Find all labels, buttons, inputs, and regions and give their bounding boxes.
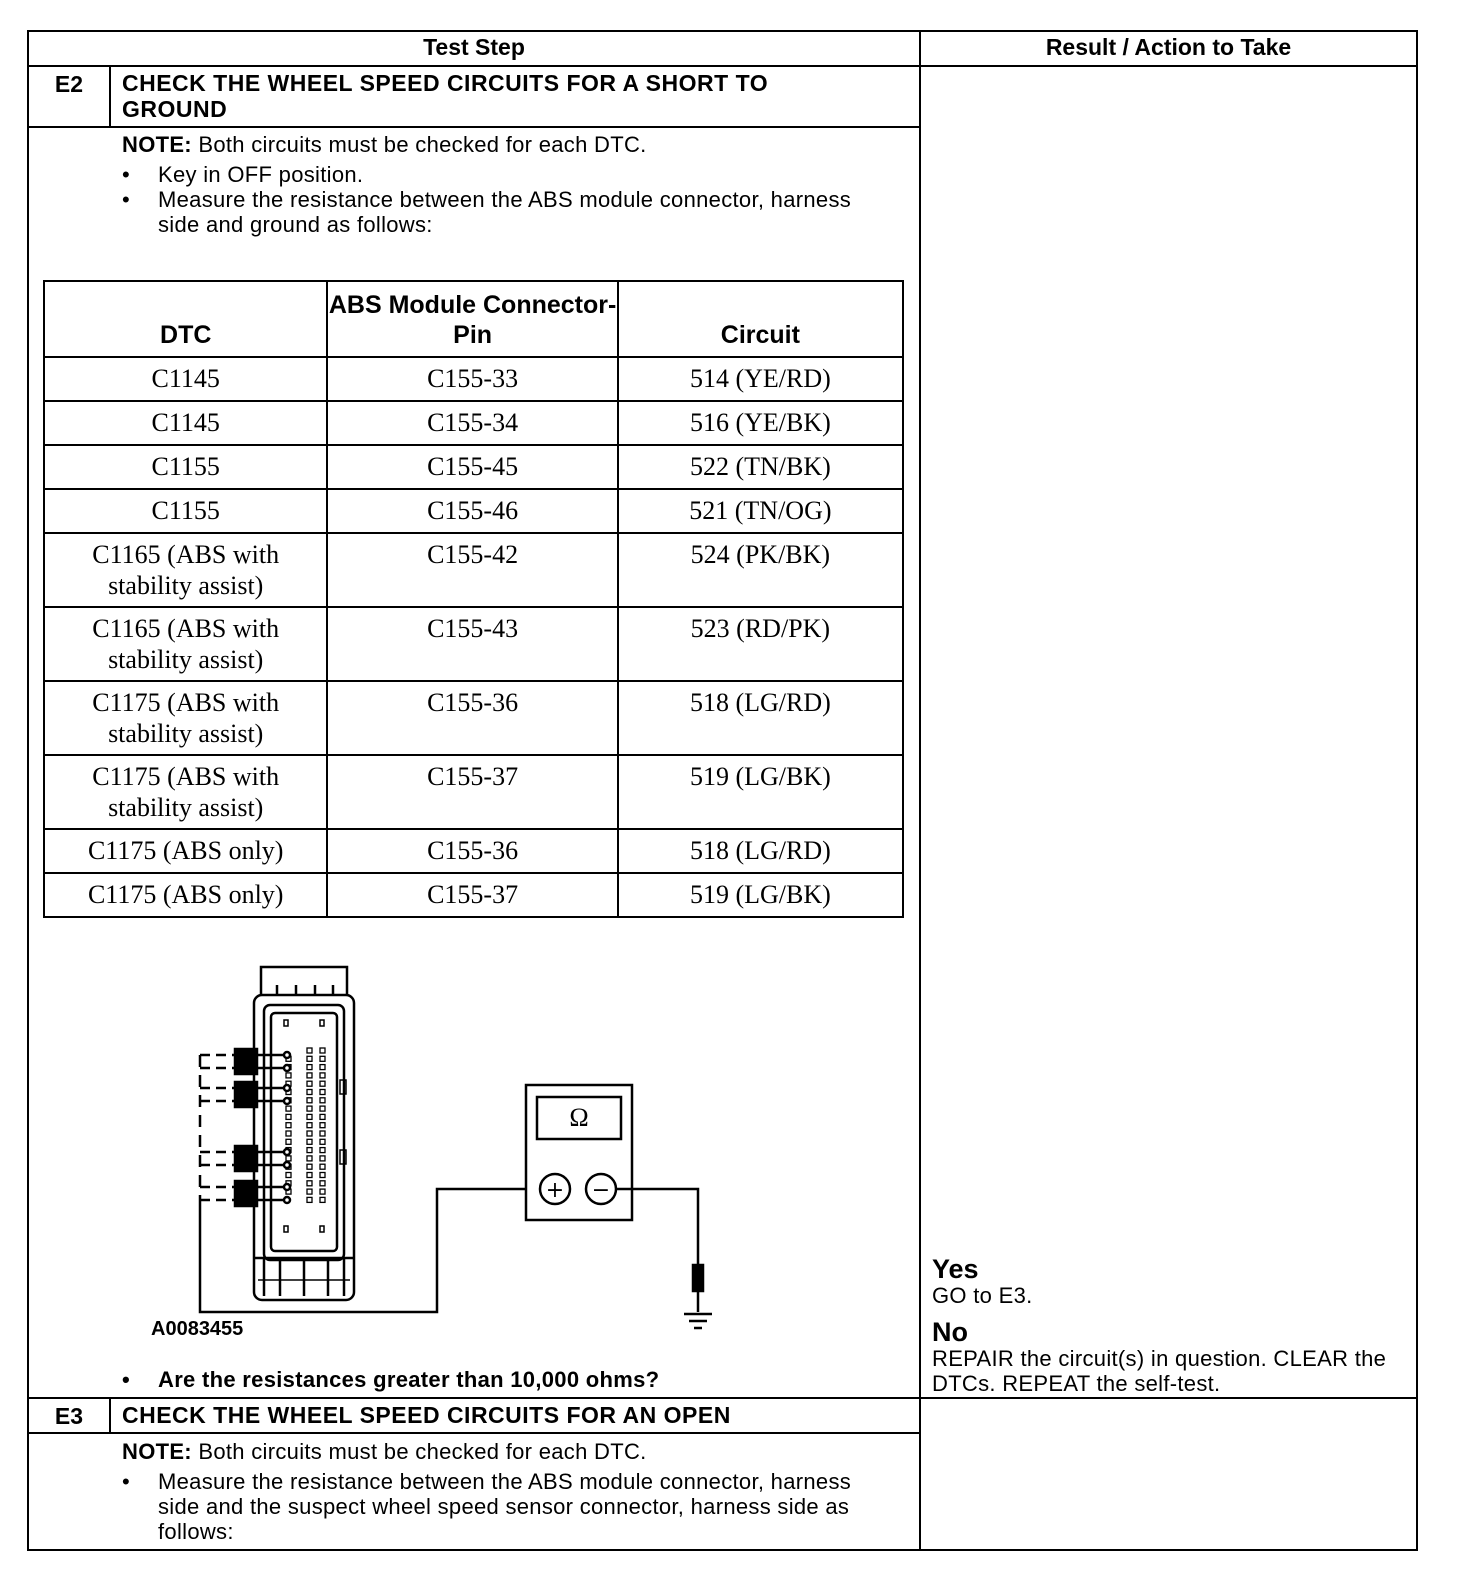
- e2-bullet-measure: [122, 187, 862, 237]
- table-cell-circuit: 519 (LG/BK): [618, 873, 903, 917]
- e2-note-label: NOTE:: [122, 132, 192, 157]
- answer-no-label: No: [932, 1317, 968, 1347]
- table-header-circuit: Circuit: [618, 281, 903, 357]
- pin-cavity: [307, 1148, 312, 1153]
- pin-cavity: [286, 1114, 291, 1119]
- pin-cavity: [320, 1131, 325, 1136]
- e3-step-title: CHECK THE WHEEL SPEED CIRCUITS FOR AN OPEN: [122, 1402, 731, 1428]
- column-divider: [919, 30, 921, 1551]
- table-header-dtc: DTC: [44, 281, 327, 357]
- pin-cavity: [320, 1048, 325, 1053]
- table-cell-connector-pin: C155-37: [327, 755, 617, 829]
- pin-cavity: [320, 1139, 325, 1144]
- pin-cavity: [320, 1114, 325, 1119]
- e2-note-text: Both circuits must be checked for each DTC.: [198, 132, 647, 157]
- table-cell-circuit: 519 (LG/BK): [618, 755, 903, 829]
- table-row: [44, 829, 903, 873]
- pin-cavity: [307, 1065, 312, 1070]
- pin-cavity: [320, 1197, 325, 1202]
- table-cell-circuit: 518 (LG/RD): [618, 829, 903, 873]
- e2-step-id: E2: [54, 71, 84, 97]
- table-row: [44, 445, 903, 489]
- table-row: [44, 489, 903, 533]
- table-header-row: [44, 281, 903, 357]
- probe-pin-tip: [284, 1098, 290, 1104]
- pin-cavity: [307, 1164, 312, 1169]
- table-cell-dtc: C1175 (ABS only): [44, 873, 327, 917]
- pin-cavity: [286, 1139, 291, 1144]
- e3-note-text: Both circuits must be checked for each DTC.: [198, 1439, 647, 1464]
- probe-pin-tip: [284, 1149, 290, 1155]
- table-row: [44, 681, 903, 755]
- pin-cavity: [307, 1173, 312, 1178]
- table-cell-circuit: 516 (YE/BK): [618, 401, 903, 445]
- meter-ohm-symbol: Ω: [569, 1103, 589, 1132]
- pin-cavity: [307, 1090, 312, 1095]
- pin-cavity: [286, 1173, 291, 1178]
- e2-question-text: Are the resistances greater than 10,000 ohms?: [158, 1367, 660, 1392]
- pin-cavity: [307, 1106, 312, 1111]
- table-cell-dtc: C1175 (ABS only): [44, 829, 327, 873]
- table-cell-circuit: 514 (YE/RD): [618, 357, 903, 401]
- table-row: [44, 607, 903, 681]
- table-cell-dtc: C1145: [44, 357, 327, 401]
- table-header-connector-pin: ABS Module Connector-Pin: [327, 281, 617, 357]
- table-row: [44, 401, 903, 445]
- table-row: [44, 755, 903, 829]
- frame-top: [27, 30, 1418, 32]
- pin-cavity: [307, 1156, 312, 1161]
- e2-step-title: CHECK THE WHEEL SPEED CIRCUITS FOR A SHORT TO GROUND: [122, 70, 769, 122]
- table-cell-circuit: 523 (RD/PK): [618, 607, 903, 681]
- step-divider: [27, 1397, 1418, 1399]
- e3-bullet-1-text: Measure the resistance between the ABS module connector, harness side and the suspect wheel speed sensor connector, harness side as follows:: [158, 1469, 852, 1544]
- e3-step-id: E3: [54, 1403, 84, 1429]
- table-cell-connector-pin: C155-45: [327, 445, 617, 489]
- pin-cavity: [320, 1056, 325, 1061]
- table-cell-connector-pin: C155-42: [327, 533, 617, 607]
- pin-cavity: [307, 1056, 312, 1061]
- answer-yes-text: GO to E3.: [932, 1283, 1033, 1308]
- e3-note: [122, 1439, 902, 1464]
- probe-pin-tip: [284, 1197, 290, 1203]
- pin-cavity: [307, 1181, 312, 1186]
- table-cell-connector-pin: C155-43: [327, 607, 617, 681]
- probe-pin-tip: [284, 1052, 290, 1058]
- header-result-action: Result / Action to Take: [1045, 34, 1292, 60]
- pin-cavity: [307, 1098, 312, 1103]
- answer-yes-label: Yes: [932, 1254, 979, 1284]
- probe-clip: [235, 1181, 257, 1206]
- table-cell-connector-pin: C155-46: [327, 489, 617, 533]
- pin-cavity: [307, 1131, 312, 1136]
- probe-leads: [200, 1049, 540, 1312]
- e2-id-divider: [109, 65, 111, 128]
- table-cell-dtc: C1145: [44, 401, 327, 445]
- table-cell-dtc: C1175 (ABS with stability assist): [44, 681, 327, 755]
- table-cell-connector-pin: C155-33: [327, 357, 617, 401]
- pin-cavity: [320, 1098, 325, 1103]
- e2-answers: [932, 1255, 1407, 1396]
- answer-no-text: REPAIR the circuit(s) in question. CLEAR the DTCs. REPEAT the self-test.: [932, 1346, 1387, 1396]
- meter-minus-terminal: −: [591, 1178, 611, 1203]
- pin-cavity: [320, 1081, 325, 1086]
- table-cell-dtc: C1155: [44, 489, 327, 533]
- pin-cavity: [307, 1081, 312, 1086]
- pin-cavity: [307, 1139, 312, 1144]
- table-cell-connector-pin: C155-34: [327, 401, 617, 445]
- table-cell-dtc: C1175 (ABS with stability assist): [44, 755, 327, 829]
- pin-cavity: [320, 1123, 325, 1128]
- pin-cavity: [307, 1197, 312, 1202]
- e3-bullet-measure: [122, 1469, 862, 1544]
- table-row: [44, 533, 903, 607]
- table-cell-dtc: C1155: [44, 445, 327, 489]
- pin-cavity: [307, 1189, 312, 1194]
- pin-cavity: [320, 1073, 325, 1078]
- wiring-figure: [140, 960, 740, 1340]
- probe-clip: [235, 1146, 257, 1171]
- header-divider: [27, 65, 1418, 67]
- table-cell-connector-pin: C155-36: [327, 681, 617, 755]
- frame-left: [27, 30, 29, 1551]
- table-cell-circuit: 521 (TN/OG): [618, 489, 903, 533]
- pin-cavity: [320, 1106, 325, 1111]
- pin-cavity: [320, 1156, 325, 1161]
- probe-clip: [235, 1049, 257, 1074]
- dtc-table-body: [44, 357, 903, 917]
- ohmmeter-icon: [526, 1085, 632, 1220]
- table-cell-circuit: 518 (LG/RD): [618, 681, 903, 755]
- table-row: [44, 873, 903, 917]
- e3-title-divider: [27, 1432, 921, 1434]
- dtc-circuit-table: [43, 280, 904, 918]
- e2-question: [122, 1367, 902, 1392]
- pin-cavity: [307, 1114, 312, 1119]
- frame-bottom: [27, 1549, 1418, 1551]
- pin-cavity: [320, 1090, 325, 1095]
- table-cell-circuit: 524 (PK/BK): [618, 533, 903, 607]
- probe-clip: [235, 1082, 257, 1107]
- pin-cavity: [286, 1106, 291, 1111]
- frame-right: [1416, 30, 1418, 1551]
- e2-bullet-1-text: Key in OFF position.: [158, 162, 364, 187]
- bullet-icon: •: [122, 187, 131, 212]
- e2-note: [122, 132, 902, 157]
- table-cell-dtc: C1165 (ABS with stability assist): [44, 533, 327, 607]
- pin-cavity: [307, 1048, 312, 1053]
- figure-label: A0083455: [151, 1318, 244, 1340]
- pin-cavity: [286, 1156, 291, 1161]
- table-cell-circuit: 522 (TN/BK): [618, 445, 903, 489]
- header-test-step: Test Step: [423, 34, 525, 60]
- pin-cavity: [286, 1073, 291, 1078]
- pin-cavity: [320, 1164, 325, 1169]
- bullet-icon: •: [122, 1469, 131, 1494]
- pin-cavity: [307, 1073, 312, 1078]
- probe-pin-tip: [284, 1085, 290, 1091]
- e2-title-divider: [27, 126, 921, 128]
- pin-cavity: [320, 1065, 325, 1070]
- e2-bullet-key-off: [122, 162, 862, 187]
- table-cell-dtc: C1165 (ABS with stability assist): [44, 607, 327, 681]
- meter-plus-terminal: +: [545, 1178, 565, 1203]
- pin-cavity: [286, 1123, 291, 1128]
- bullet-icon: •: [122, 162, 131, 187]
- probe-pin-tip: [284, 1184, 290, 1190]
- table-cell-connector-pin: C155-37: [327, 873, 617, 917]
- e3-note-label: NOTE:: [122, 1439, 192, 1464]
- pin-cavity: [286, 1131, 291, 1136]
- table-cell-connector-pin: C155-36: [327, 829, 617, 873]
- abs-connector-icon: [254, 967, 354, 1300]
- pin-cavity: [307, 1123, 312, 1128]
- probe-pin-tip: [284, 1162, 290, 1168]
- pin-cavity: [320, 1173, 325, 1178]
- pin-cavity: [320, 1181, 325, 1186]
- pin-cavity: [320, 1148, 325, 1153]
- table-row: [44, 357, 903, 401]
- bullet-icon: •: [122, 1367, 131, 1392]
- probe-pin-tip: [284, 1065, 290, 1071]
- pin-cavity: [320, 1189, 325, 1194]
- e3-id-divider: [109, 1397, 111, 1434]
- e2-bullet-2-text: Measure the resistance between the ABS module connector, harness side and ground as follows:: [158, 187, 852, 237]
